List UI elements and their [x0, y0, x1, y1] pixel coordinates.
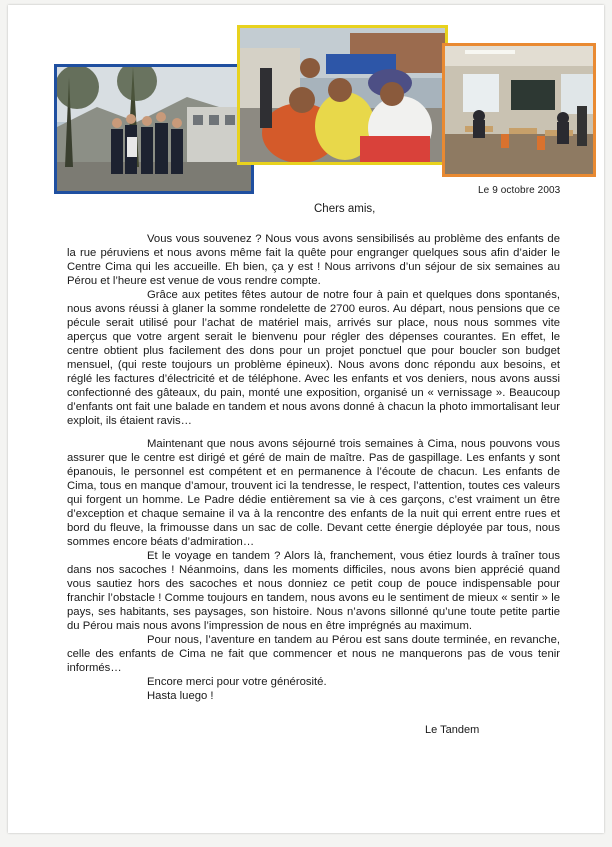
letter-paragraph-5: Pour nous, l’aventure en tandem au Pérou est sans doute terminée, en revanche, celle des enfants de Cima ne fait que commencer et nous ne manquerons pas de vous tenir informés… — [67, 634, 560, 674]
photo-classroom — [442, 43, 596, 177]
letter-paragraph-4: Et le voyage en tandem ? Alors là, franchement, vous étiez lourds à traîner tous dans nos sacoches ! Néanmoins, dans les moments difficiles, nous avons bien apprécié quand vous sautiez hors des sacoches et nous donniez ce petit coup de pouce indispensable pour franchir l’obstacle ! Comme toujours en tandem, nous avons eu le sentiment de mieux « sentir » le pays, ses habitants, ses paysages, son histoire. Nous n’avons sillonné qu’une toute petite partie du Pérou mais nous avons l’impression de nous en être imprégnés au maximum. — [67, 550, 560, 632]
letter-date: Le 9 octobre 2003 — [478, 185, 561, 196]
letter-page — [8, 5, 604, 833]
letter-paragraph-3: Maintenant que nous avons séjourné trois semaines à Cima, nous pouvons vous assurer que le centre est dirigé et géré de main de maître. Pas de gaspillage. Les enfants y sont épanouis, le personnel est compétent et en permanence à l’écoute de chacun. Les enfants de Cima, tous en manque d’amour, trouvent ici la tendresse, le respect, l’attention, toutes ces valeurs qui forgent un homme. Le Padre dédie entièrement sa vie à ces garçons, c’est vraiment un être d’exception et chaque semaine il va à la rencontre des enfants de la nuit qui errent entre rues et bord du fleuve, la frimousse dans un sac de colle. Devant cette énergie déployée par tous, nous sommes encore béats d’admiration… — [67, 438, 560, 548]
letter-paragraph-1: Vous vous souvenez ? Nous vous avons sensibilisés au problème des enfants de la rue péruviens et nous avons même fait la quête pour engranger quelques sous afin d’aider le Centre Cima qui les accueille. Eh bien, ça y est ! Nous arrivons d’un séjour de six semaines au Pérou et l’heure est venue de vous rendre compte. — [67, 233, 560, 287]
letter-paragraph-2: Grâce aux petites fêtes autour de notre four à pain et quelques dons spontanés, nous avons réussi à glaner la somme rondelette de 2700 euros. Au départ, nous pensions que ce pécule serait utilisé pour l’achat de matériel mais, arrivés sur place, nous nous sommes vite aperçus que votre argent serait le bienvenu pour régler des dépenses courantes. En effet, le centre obtient plus facilement des dons pour un projet ponctuel que pour boucler son budget mensuel, (qui reste toujours un problème épineux). Nous avons donc répondu aux besoins, et réglé les factures d’électricité et de téléphone. Avec les enfants et vos deniers, nous avons aussi confectionné des gâteaux, du pain, monté une exposition, organisé un « vernissage ». Beaucoup d’enfants ont fait une balade en tandem et nous avons donné à chacun la photo immortalisant leur exploit, ils étaient ravis… — [67, 289, 560, 427]
letter-greeting: Chers amis, — [314, 203, 376, 215]
photo-group-smiling — [237, 25, 448, 165]
letter-closing-thanks: Encore merci pour votre générosité. — [147, 676, 327, 688]
letter-signature: Le Tandem — [425, 724, 480, 736]
photo-children-outdoors — [54, 64, 254, 194]
letter-body — [67, 223, 560, 703]
letter-closing-goodbye: Hasta luego ! — [147, 690, 214, 702]
